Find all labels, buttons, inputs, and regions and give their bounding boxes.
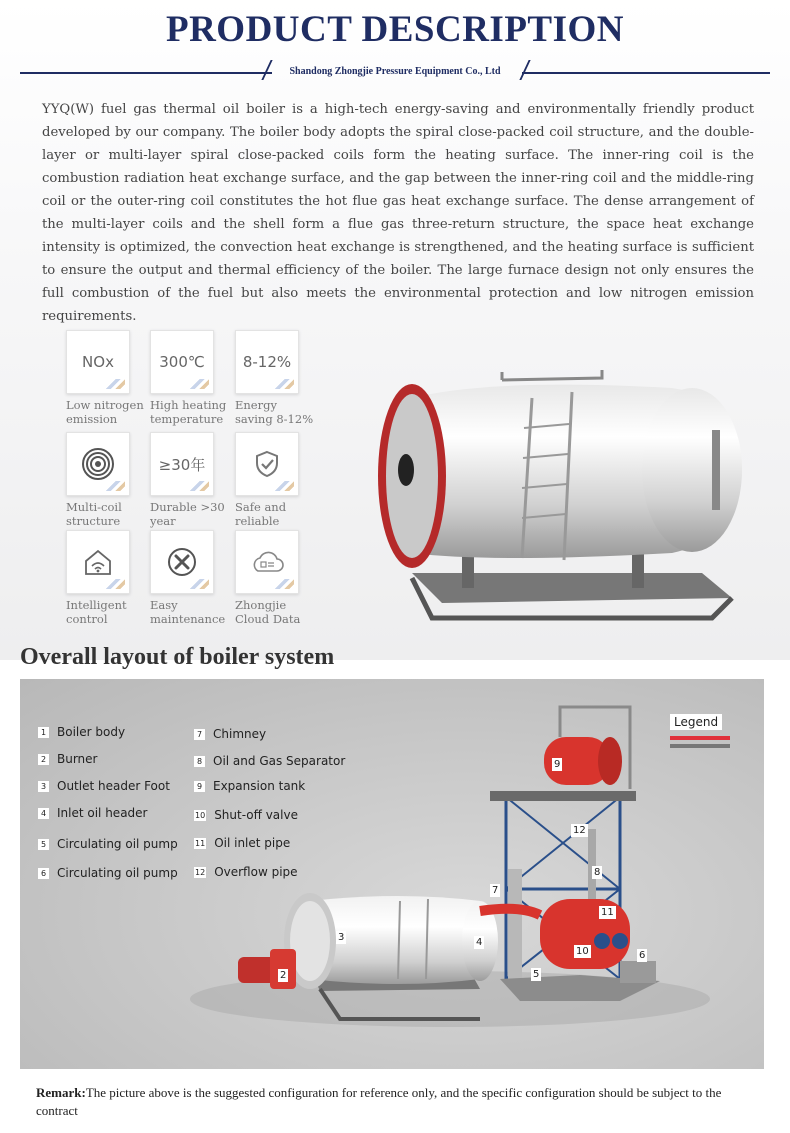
remark xyxy=(36,1084,764,1120)
color-legend xyxy=(670,711,730,748)
title-rule-right xyxy=(522,72,770,74)
feature-label: Intelligent control xyxy=(66,598,127,626)
feature-label: Easy maintenance xyxy=(150,598,226,626)
legend-item-1: 1 Boiler body xyxy=(38,725,125,739)
legend-item-2: 2 Burner xyxy=(38,752,97,766)
cloud-icon xyxy=(235,530,299,594)
coil-icon xyxy=(66,432,130,496)
feature-intelligent xyxy=(66,530,148,626)
legend-item-8: 8 Oil and Gas Separator xyxy=(194,754,345,768)
tag-5: 5 xyxy=(533,969,540,980)
boiler-illustration xyxy=(372,368,757,623)
energy-icon: 8-12% xyxy=(235,330,299,394)
page-title: PRODUCT DESCRIPTION xyxy=(165,9,625,50)
feature-high-heating xyxy=(150,330,232,426)
intro-paragraph: YYQ(W) fuel gas thermal oil boiler is a high-tech energy-saving and environmentally friendly product developed by our company. The boiler body adopts the spiral close-packed coil structure, and the double-layer or multi-layer spiral close-packed coils form the heating surface. The inner-ring coil is the combustion radiation heat exchange surface, and the gap between the inner-ring coil and the middle-ring coil or the outer-ring coil constitutes the hot flue gas heat exchange surface. The dense arrangement of the multi-layer coils and the shell form a flue gas three-return structure, the space heat exchange intensity is optimized, the convection heat exchange is strengthened, and the heating surface is sufficient to ensure the output and thermal efficiency of the boiler. The large furnace design not only ensures the full combustion of the fuel but also meets the environmental protection and low nitrogen emission requirements. xyxy=(42,102,754,324)
legend-item-11: 11 Oil inlet pipe xyxy=(195,836,291,850)
tag-10: 10 xyxy=(576,946,589,957)
legend-item-12: 12 Overflow pipe xyxy=(195,865,298,879)
legend-title: Legend xyxy=(670,714,722,730)
legend-item-5: 5 Circulating oil pump xyxy=(38,837,178,851)
nox-icon: NOx xyxy=(66,330,130,394)
tools-icon xyxy=(150,530,214,594)
feature-low-nitrogen xyxy=(66,330,148,426)
tag-12: 12 xyxy=(573,825,586,836)
feature-label: Low nitrogen emission xyxy=(66,398,144,426)
tag-9: 9 xyxy=(554,759,561,770)
legend-item-7: 7 Chimney xyxy=(194,727,266,741)
remark-label: Remark: xyxy=(36,1085,86,1100)
feature-label: Zhongjie Cloud Data xyxy=(235,598,301,626)
legend-item-9: 9 Expansion tank xyxy=(194,779,305,793)
feature-energy-saving xyxy=(235,330,317,426)
feature-multi-coil xyxy=(66,432,148,528)
tag-4: 4 xyxy=(476,937,483,948)
feature-label: High heating temperature xyxy=(150,398,227,426)
layout-diagram xyxy=(20,679,764,1069)
legend-red-line xyxy=(670,736,730,740)
feature-label: Durable >30 year xyxy=(150,500,225,528)
feature-label: Multi-coil structure xyxy=(66,500,122,528)
tag-8: 8 xyxy=(594,867,601,878)
legend-item-3: 3 Outlet header Foot xyxy=(38,779,170,793)
feature-maintenance xyxy=(150,530,232,626)
tag-11: 11 xyxy=(601,907,614,918)
tag-7: 7 xyxy=(492,885,499,896)
tag-3: 3 xyxy=(338,932,345,943)
title-rule-left xyxy=(20,72,272,74)
temperature-icon: 300℃ xyxy=(150,330,214,394)
tag-2: 2 xyxy=(280,970,287,981)
shield-icon xyxy=(235,432,299,496)
feature-cloud xyxy=(235,530,317,626)
legend-item-6: 6 Circulating oil pump xyxy=(38,866,178,880)
legend-item-10: 10 Shut-off valve xyxy=(195,808,298,822)
company-name: Shandong Zhongjie Pressure Equipment Co., Ltd xyxy=(289,66,501,77)
legend-item-4: 4 Inlet oil header xyxy=(38,806,147,820)
smart-home-icon xyxy=(66,530,130,594)
feature-safe xyxy=(235,432,317,528)
tag-6: 6 xyxy=(639,950,646,961)
feature-label: Safe and reliable xyxy=(235,500,287,528)
layout-heading: Overall layout of boiler system xyxy=(20,644,335,670)
durable-icon: ≥30年 xyxy=(150,432,214,496)
feature-label: Energy saving 8-12% xyxy=(235,398,314,426)
remark-text: The picture above is the suggested configuration for reference only, and the specific configuration should be subject to the contract xyxy=(36,1085,722,1118)
legend-gray-line xyxy=(670,744,730,748)
feature-durable xyxy=(150,432,232,528)
